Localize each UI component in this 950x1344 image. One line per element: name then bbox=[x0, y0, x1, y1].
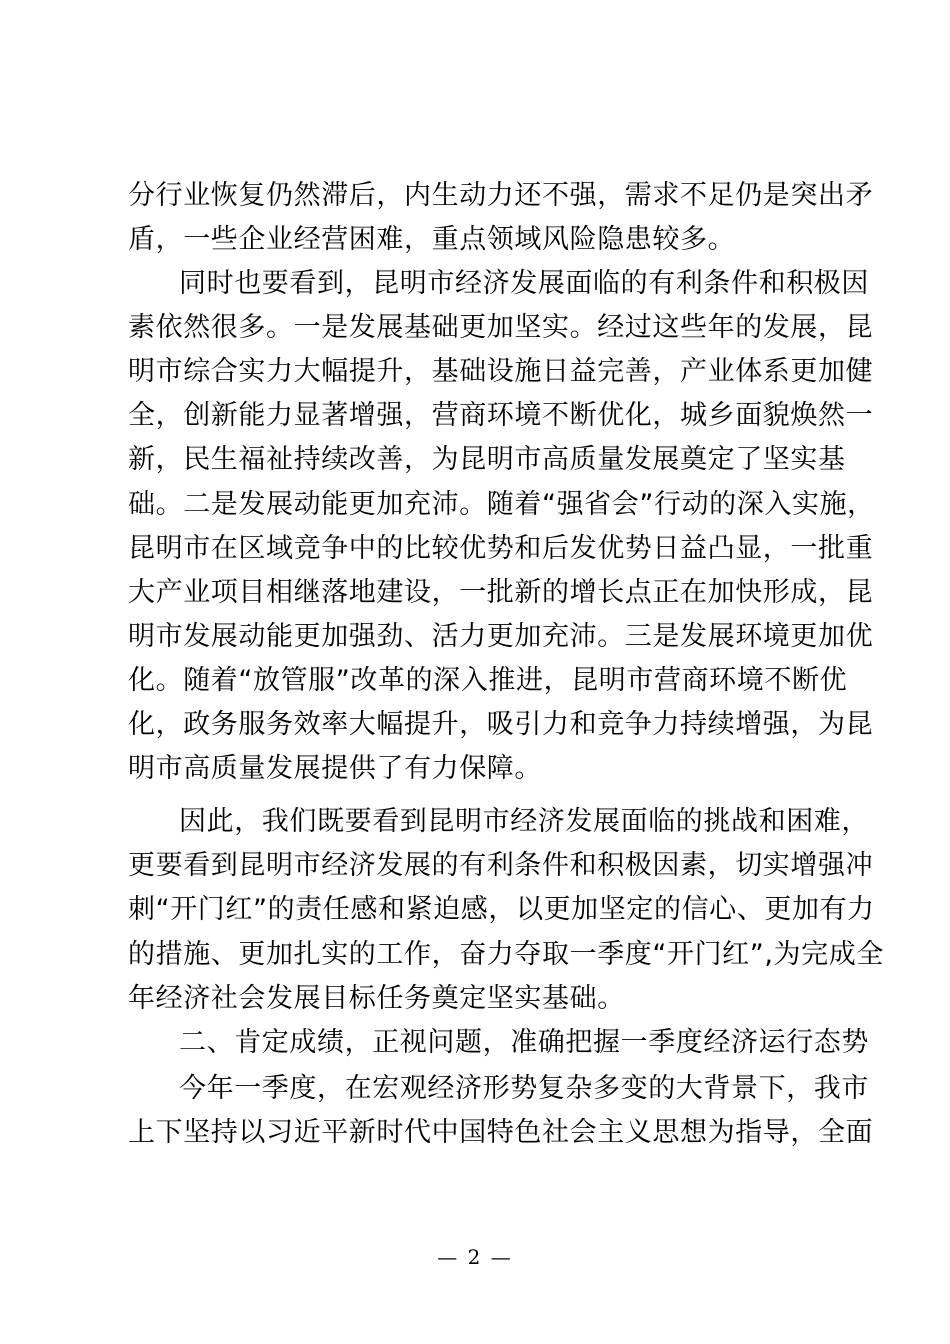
body-text-line: 化。随着“放管服”改革的深入推进，昆明市营商环境不断优 bbox=[128, 665, 848, 696]
body-text-line: 明市高质量发展提供了有力保障。 bbox=[128, 753, 542, 784]
body-text-line: 刺“开门红”的责任感和紧迫感，以更加坚定的信心、更加有力 bbox=[128, 894, 875, 925]
body-text-line: 年经济社会发展目标任务奠定坚实基础。 bbox=[128, 983, 625, 1014]
body-text-line: 明市综合实力大幅提升，基础设施日益完善，产业体系更加健 bbox=[128, 356, 874, 387]
body-text-line: 盾，一些企业经营困难，重点领域风险隐患较多。 bbox=[128, 224, 736, 255]
paragraph-first-line: 因此，我们既要看到昆明市经济发展面临的挑战和困难， bbox=[179, 806, 869, 837]
paragraph-first-line: 同时也要看到，昆明市经济发展面临的有利条件和积极因 bbox=[179, 268, 869, 299]
page-number: — 2 — bbox=[437, 1245, 513, 1269]
body-text-line: 昆明市在区域竞争中的比较优势和后发优势日益凸显，一批重 bbox=[128, 533, 874, 564]
body-text-line: 大产业项目相继落地建设，一批新的增长点正在加快形成，昆 bbox=[128, 577, 874, 608]
body-text-line: 分行业恢复仍然滞后，内生动力还不强，需求不足仍是突出矛 bbox=[128, 180, 874, 211]
body-text-line: 上下坚持以习近平新时代中国特色社会主义思想为指导，全面 bbox=[128, 1117, 874, 1148]
body-text-line: 化，政务服务效率大幅提升，吸引力和竞争力持续增强，为昆 bbox=[128, 709, 874, 740]
body-text-line: 全，创新能力显著增强，营商环境不断优化，城乡面貌焕然一 bbox=[128, 400, 874, 431]
section-heading: 二、肯定成绩，正视问题，准确把握一季度经济运行态势 bbox=[179, 1027, 869, 1058]
body-text-line: 的措施、更加扎实的工作，奋力夺取一季度“开门红”,为完成全 bbox=[128, 939, 884, 970]
body-text-line: 素依然很多。一是发展基础更加坚实。经过这些年的发展，昆 bbox=[128, 312, 874, 343]
paragraph-first-line: 今年一季度，在宏观经济形势复杂多变的大背景下，我市 bbox=[179, 1073, 869, 1104]
body-text-line: 明市发展动能更加强劲、活力更加充沛。三是发展环境更加优 bbox=[128, 621, 874, 652]
body-text-line: 新，民生福祉持续改善，为昆明市高质量发展奠定了坚实基 bbox=[128, 444, 846, 475]
body-text-line: 更要看到昆明市经济发展的有利条件和积极因素，切实增强冲 bbox=[128, 850, 874, 881]
body-text-line: 础。二是发展动能更加充沛。随着“强省会”行动的深入实施， bbox=[128, 489, 875, 520]
